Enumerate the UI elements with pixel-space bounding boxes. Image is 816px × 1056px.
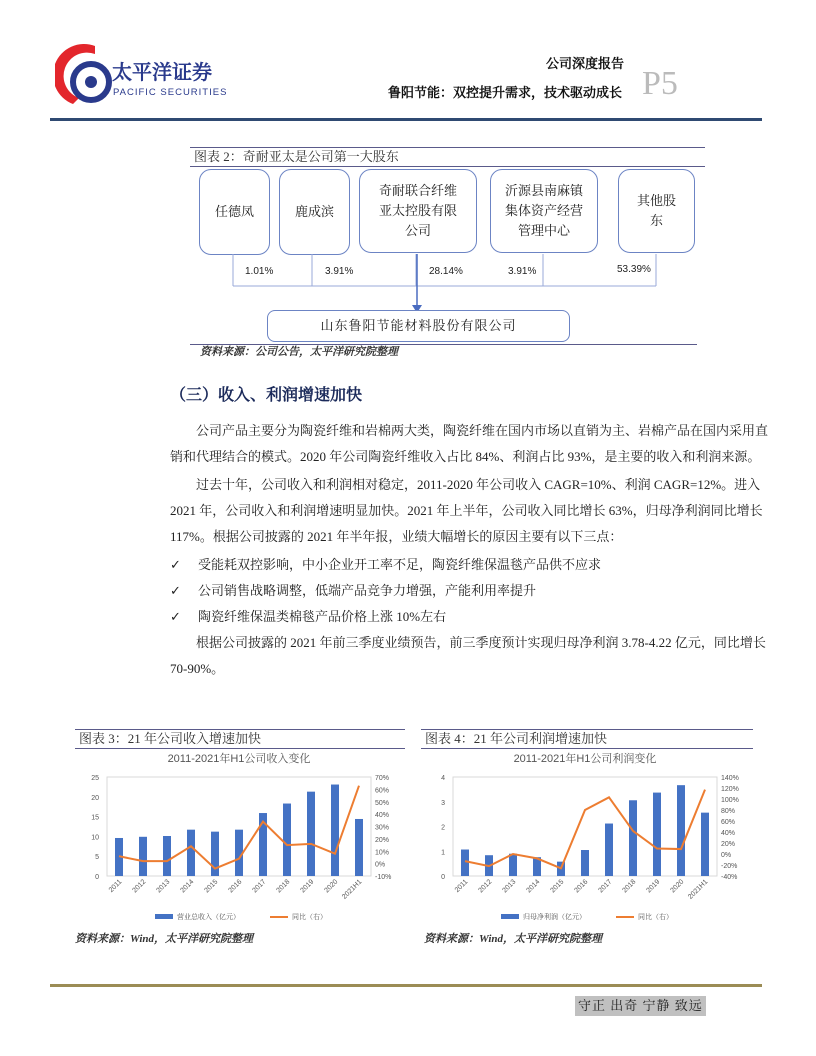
paragraph: 根据公司披露的 2021 年前三季度业绩预告，前三季度预计实现归母净利润 3.78-4.22 亿元，同比增长 70-90%。	[170, 635, 766, 676]
bullet-text: 陶瓷纤维保温类棉毯产品价格上涨 10%左右	[198, 609, 447, 624]
figure4-source: 资料来源：Wind，太平洋研究院整理	[424, 933, 603, 945]
bar	[163, 836, 171, 876]
x-tick-label: 2014	[179, 878, 196, 895]
bar	[461, 850, 469, 876]
y2-tick-label: 80%	[721, 808, 736, 815]
y-tick-label: 20	[91, 794, 99, 802]
profit-chart	[421, 747, 755, 930]
bar	[581, 850, 589, 876]
y-tick-label: 5	[95, 854, 99, 862]
bar	[677, 785, 685, 876]
legend-bar-swatch	[155, 914, 173, 919]
x-tick-label: 2016	[573, 878, 590, 895]
logo-cn: 太平洋证券	[112, 60, 212, 84]
company-box: 山东鲁阳节能材料股份有限公司	[267, 310, 570, 342]
legend-label: 归母净利润（亿元）	[523, 913, 586, 921]
shareholder-box: 任德凤	[199, 169, 270, 255]
y-tick-label: 4	[441, 775, 445, 782]
logo-en: PACIFIC SECURITIES	[113, 87, 228, 98]
bar	[701, 813, 709, 876]
legend-label: 同比（右）	[292, 913, 327, 921]
shareholder-box: 奇耐联合纤维亚太控股有限公司	[359, 169, 477, 253]
bar	[187, 830, 195, 876]
y2-tick-label: 100%	[721, 797, 739, 804]
report-title: 鲁阳节能：双控提升需求，技术驱动成长	[388, 86, 623, 101]
pacific-securities-logo-icon	[55, 42, 113, 112]
y2-tick-label: 0%	[721, 852, 732, 859]
x-tick-label: 2014	[525, 878, 542, 895]
y-tick-label: 1	[441, 849, 445, 857]
share-pct: 28.14%	[429, 266, 463, 277]
legend-label: 同比（右）	[638, 913, 673, 921]
bar	[509, 854, 517, 876]
bullet-text: 受能耗双控影响，中小企业开工率不足，陶瓷纤维保温毯产品供不应求	[198, 557, 602, 572]
footer-motto: 守正 出奇 宁静 致远	[575, 996, 706, 1016]
y2-tick-label: -10%	[375, 874, 392, 881]
page-number: P5	[642, 65, 678, 102]
figure3-source: 资料来源：Wind，太平洋研究院整理	[75, 933, 254, 945]
shareholder-box: 沂源县南麻镇集体资产经营管理中心	[490, 169, 598, 253]
y-tick-label: 3	[441, 799, 445, 807]
y2-tick-label: 140%	[721, 775, 739, 782]
y2-tick-label: 60%	[375, 787, 390, 795]
y2-tick-label: 0%	[375, 861, 386, 869]
figure2-source: 资料来源：公司公告，太平洋研究院整理	[200, 346, 398, 358]
bar	[283, 804, 291, 876]
x-tick-label: 2020	[323, 878, 340, 895]
y2-tick-label: -40%	[721, 874, 738, 881]
x-tick-label: 2019	[645, 878, 662, 895]
x-tick-label: 2017	[597, 878, 614, 895]
y2-tick-label: 20%	[721, 841, 736, 848]
revenue-chart	[75, 747, 407, 930]
bar	[629, 800, 637, 876]
x-tick-label: 2013	[155, 878, 172, 895]
x-tick-label: 2012	[131, 878, 148, 895]
y-tick-label: 0	[441, 874, 445, 881]
check-icon: ✓	[170, 583, 181, 598]
x-tick-label: 2013	[501, 878, 518, 895]
share-pct: 1.01%	[245, 266, 274, 277]
bar	[605, 824, 613, 876]
share-pct: 3.91%	[508, 266, 537, 277]
x-tick-label: 2021H1	[341, 878, 364, 901]
x-tick-label: 2020	[669, 878, 686, 895]
bar	[355, 819, 363, 876]
shareholder-box: 鹿成滨	[279, 169, 350, 255]
legend-label: 营业总收入（亿元）	[177, 913, 240, 921]
check-icon: ✓	[170, 609, 181, 624]
figure3-caption: 图表 3：21 年公司收入增速加快	[75, 729, 405, 749]
y2-tick-label: 20%	[375, 836, 390, 844]
y2-tick-label: 10%	[375, 849, 390, 857]
x-tick-label: 2015	[549, 878, 566, 895]
header-rule	[50, 118, 762, 121]
y-tick-label: 2	[441, 824, 445, 832]
x-tick-label: 2017	[251, 878, 268, 895]
check-icon: ✓	[170, 557, 181, 572]
paragraph: 公司产品主要分为陶瓷纤维和岩棉两大类，陶瓷纤维在国内市场以直销为主、岩棉产品在国内采用直销和代理结合的模式。2020 年公司陶瓷纤维收入占比 84%、利润占比 93%，是主要的收入和利润来源。	[170, 423, 769, 464]
x-tick-label: 2021H1	[687, 878, 710, 901]
y-tick-label: 15	[91, 814, 99, 822]
y-tick-label: 10	[91, 834, 99, 842]
bar	[307, 792, 315, 876]
x-tick-label: 2016	[227, 878, 244, 895]
y2-tick-label: 30%	[375, 824, 390, 832]
y2-tick-label: 70%	[375, 775, 390, 782]
y2-tick-label: 120%	[721, 786, 739, 793]
share-pct: 3.91%	[325, 266, 354, 277]
y-tick-label: 25	[91, 775, 99, 782]
x-tick-label: 2012	[477, 878, 494, 895]
share-pct: 53.39%	[617, 264, 651, 275]
legend-bar-swatch	[501, 914, 519, 919]
bar	[331, 785, 339, 876]
x-tick-label: 2015	[203, 878, 220, 895]
report-type: 公司深度报告	[546, 57, 625, 72]
shareholder-box: 其他股东	[618, 169, 695, 253]
figure4-caption: 图表 4：21 年公司利润增速加快	[421, 729, 753, 749]
bar	[139, 837, 147, 876]
y2-tick-label: -20%	[721, 863, 738, 870]
figure2-title: 图表 2：奇耐亚太是公司第一大股东	[190, 147, 705, 167]
y2-tick-label: 50%	[375, 799, 390, 807]
chart-title: 2011-2021年H1公司收入变化	[167, 753, 311, 765]
section-body	[170, 384, 770, 684]
y-tick-label: 0	[95, 874, 99, 881]
y2-tick-label: 40%	[721, 830, 736, 837]
x-tick-label: 2011	[107, 878, 124, 895]
x-tick-label: 2018	[621, 878, 638, 895]
chart-title: 2011-2021年H1公司利润变化	[513, 753, 657, 765]
y2-tick-label: 40%	[375, 812, 390, 820]
x-tick-label: 2019	[299, 878, 316, 895]
y2-tick-label: 60%	[721, 819, 736, 826]
bullet-text: 公司销售战略调整，低端产品竞争力增强，产能利用率提升	[198, 583, 537, 598]
x-tick-label: 2011	[453, 878, 470, 895]
x-tick-label: 2018	[275, 878, 292, 895]
paragraph: 过去十年，公司收入和利润相对稳定，2011-2020 年公司收入 CAGR=10%、利润 CAGR=12%。进入 2021 年，公司收入和利润增速明显加快。2021 年上半年，公司收入同比增长 63%，归母净利润同比增长 117%。根据公司披露的 2021 年半年报，业绩大幅增长的原因主要有以下三点：	[170, 477, 763, 544]
section-heading: （三）收入、利润增速加快	[170, 385, 363, 404]
bar	[653, 793, 661, 876]
footer-rule	[50, 984, 762, 987]
